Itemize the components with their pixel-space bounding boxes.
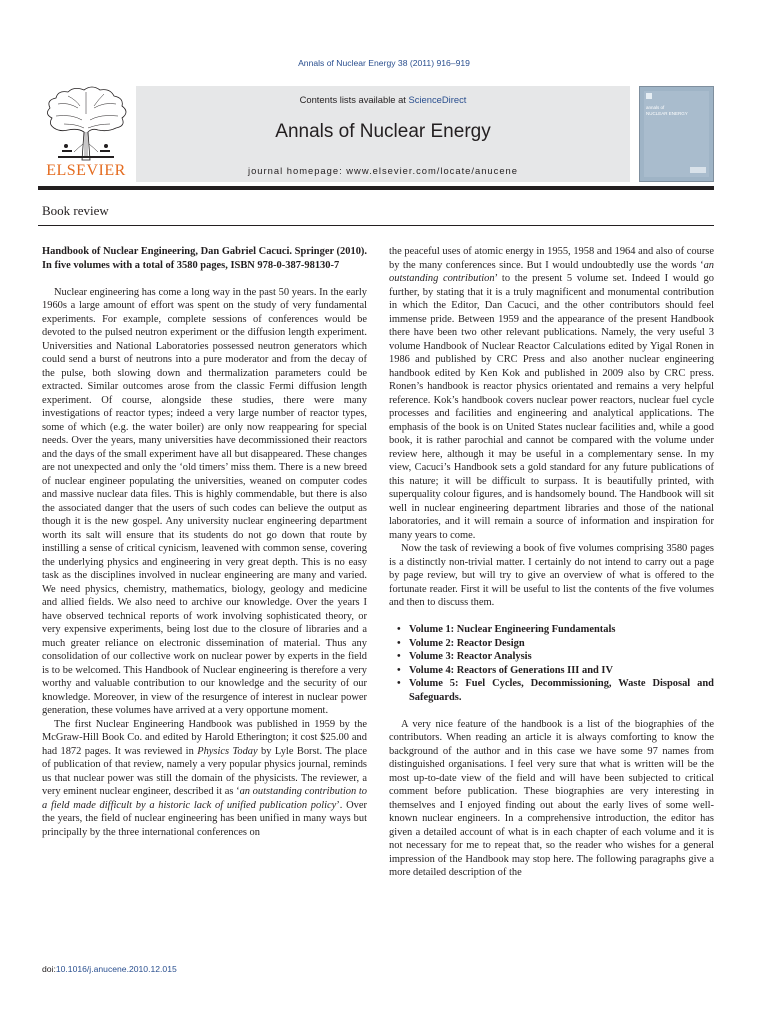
paragraph-2-text-c: ’. Over the years, the field of nuclear engineering has been unified in many ways but principally by the three international conferences on	[42, 799, 367, 838]
doi-link[interactable]: 10.1016/j.anucene.2010.12.015	[55, 964, 177, 974]
volume-item: • Volume 1: Nuclear Engineering Fundamentals	[409, 623, 714, 637]
journal-homepage[interactable]: journal homepage: www.elsevier.com/locate/anucene	[248, 165, 518, 176]
cover-title	[646, 105, 688, 116]
sciencedirect-link[interactable]: ScienceDirect	[408, 94, 467, 105]
paragraph-3	[389, 245, 714, 542]
header-rule	[38, 186, 714, 190]
contents-line	[136, 94, 630, 105]
paragraph-1: Nuclear engineering has come a long way in the past 50 years. In the early 1960s a large amount of effort was spent on the study of very fundamental experiments. For example, complete sessions of conferences would be devoted to the pulsed neutron experiment or the diffusion length experiment. Universities and National Laboratories possessed neutron generators which could send a burst of neutrons into a pure moderator and from the decay of the pulse, both slowing down and thermalization parameters could be extracted. Similar outcomes arose from the classic Fermi diffusion length experiment. Of course, alongside these studies, there were many investigations of reactor types; indeed a very large number of reactor types, some of which (e.g. the water boiler) are only now reappearing for special needs. Over the years, many universities have decommissioned their reactors and the days of the small experiment have all but disappeared. These changes are not unexpected and only the ‘old timers’ miss them. There is a new breed of nuclear engineer populating the universities, weaned on computer codes and massive nuclear data files. This is highly commendable, but there is also the associated danger that the users of such codes can believe the output as though it is the new gospel. Any university nuclear engineering department worth its salt will ensure that its students do not go down that route by instilling a sense of critical cynicism, leavened with common sense, covering the underlying physics and engineering in very great depth. This is no easy task as the disciplines involved in nuclear engineering are many and varied. We need physics, chemistry, mathematics, biology, geology and medicine and allied fields. We also need to archive our knowledge. Over the years I have observed technical reports of work involving sophisticated theory, or very expensive experiments, being lost due to the closure of libraries and a much greater reliance on electronic dissemination of material. Thus any consolidation of our collective work on nuclear power by experts in the field is to be welcomed. This Handbook of Nuclear engineering is therefore a very worthy and valuable contribution to our knowledge and the security of our knowledge. Moreover, in view of the resurgence of interest in nuclear power generation, these volumes have arrived at a very opportune moment.	[42, 286, 367, 716]
doi-label: doi:	[42, 964, 56, 974]
paragraph-3-emphasis: an outstanding contribution	[389, 259, 714, 284]
cover-publisher-logo-icon	[690, 167, 706, 173]
volume-list	[389, 623, 714, 704]
volume-item: • Volume 2: Reactor Design	[409, 637, 714, 651]
section-heading: Book review	[42, 203, 109, 218]
paragraph-2-text-a: The first Nuclear Engineering Handbook was published in 1959 by the McGraw-Hill Book Co. and edited by Harold Etherington; it cost $25.00 and had 1872 pages. It was reviewed in	[42, 718, 367, 757]
paragraph-2-emphasis-a: Physics Today	[197, 745, 258, 757]
paragraph-2-text-b: by Lyle Borst. The place of publication of that review, namely a very popular physics journal, reminds us that nuclear power was still the domain of the physicists. The reviewer, a very eminent nuclear engineer, described it as ‘	[42, 745, 367, 797]
volume-item: • Volume 3: Reactor Analysis	[409, 650, 714, 664]
elsevier-wordmark: ELSEVIER	[46, 162, 126, 179]
paragraph-4: Now the task of reviewing a book of five volumes comprising 3580 pages is a distinctly non-trivial matter. I certainly do not intend to carry out a page by page review, but will try to give an overview of what is offered to the fortunate reader. First it will be useful to list the contents of the five volumes and then to discuss them.	[389, 543, 714, 608]
doi-line	[42, 964, 177, 974]
cover-title-line1: annals of	[646, 105, 665, 110]
cover-panel	[644, 91, 709, 177]
book-header: Handbook of Nuclear Engineering, Dan Gabriel Cacuci. Springer (2010). In five volumes with a total of 3580 pages, ISBN 978-0-387-98130-7	[42, 246, 367, 271]
cover-title-line2: NUCLEAR ENERGY	[646, 110, 688, 116]
journal-title: Annals of Nuclear Energy	[275, 121, 491, 142]
left-column	[42, 245, 367, 839]
journal-citation[interactable]: Annals of Nuclear Energy 38 (2011) 916–919	[298, 58, 470, 68]
right-column	[389, 245, 714, 880]
volume-item: • Volume 5: Fuel Cycles, Decommissioning, Waste Disposal and Safeguards.	[409, 677, 714, 704]
cover-mark-icon	[646, 93, 652, 99]
paragraph-3-text-a: the peaceful uses of atomic energy in 1955, 1958 and 1964 and also of course by the many conferences since. But I would undoubtedly use the words ‘	[389, 246, 714, 271]
journal-cover-thumbnail[interactable]	[639, 86, 714, 182]
paragraph-2	[42, 718, 367, 840]
elsevier-logo[interactable]	[38, 84, 134, 182]
journal-masthead	[136, 86, 630, 182]
paragraph-2-emphasis-b: an outstanding contribution to a field made difficult by a historic lack of unified publication policy	[42, 786, 367, 811]
paragraph-5: A very nice feature of the handbook is a list of the biographies of the contributors. When reading an article it is always comforting to know the background of the author and in this case we have some 97 names from distinguished organisations. I feel very sure that what is written will be the most up-to-date view of the field and will have been subjected to critical comment before publication. These biographies are very interesting in themselves and I enjoyed finding out about the early lives of some well-known nuclear engineers. In a comprehensive introduction, the editor has given a detailed account of what is in each chapter of each volume and it is not necessary for me to repeat that, so the reader who wishes for a general impression of the Handbook may stop here. The following paragraphs give a more detailed description of the	[389, 718, 714, 878]
volume-item: • Volume 4: Reactors of Generations III and IV	[409, 664, 714, 678]
paragraph-3-text-b: ’ to the present 5 volume set. Indeed I would go further, by stating that it is a truly magnificent and monumental contribution in which the Editor, Dan Cacuci, and the other contributors should feel immense pride. Between 1959 and the appearance of the present Handbook there have been two other relevant publications. Namely, the very useful 3 volume Handbook of Nuclear Reactor Calculations edited by Yigal Ronen in 1986 and published by CRC Press and also another nuclear engineering handbook edited by Ken Kok and published in 2009 also by CRC press. Ronen’s handbook is reactor physics orientated and remains a very helpful reference. Kok’s handbook covers nuclear power reactors, nuclear fuel cycle processes and facilities and engineering and analytical applications. The emphasis of the book is on United States nuclear facilities and, while a good book, it is rather parochial and cannot be compared with the volume under review here, although it may be useful in a complementary sense. In my view, Cacuci’s Handbook sets a gold standard for any future publications of this nature; it will be difficult to surpass. It is beautifully printed, with superquality colour figures, and is handsomely bound. The Handbook will sit well in nuclear engineering department libraries and those of the national laboratories, and it will remain a source of information and inspiration for many years to come.	[389, 273, 714, 541]
section-rule	[38, 225, 714, 226]
elsevier-tree-icon	[38, 84, 134, 162]
contents-label: Contents lists available at	[299, 94, 409, 105]
